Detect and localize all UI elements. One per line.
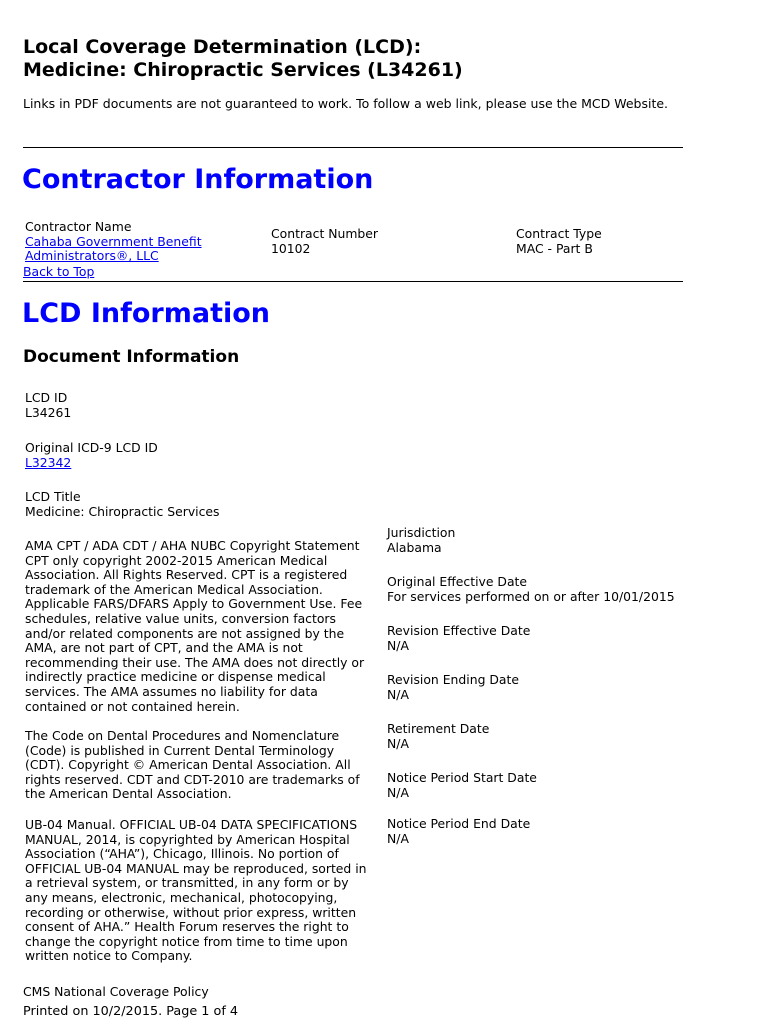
revision-ending-date-value: N/A (387, 686, 409, 702)
ub04-copyright-statement (25, 818, 367, 964)
original-effective-date-value: For services performed on or after 10/01/2015 (387, 588, 675, 604)
statement-line: Association (“AHA”), Chicago, Illinois. No portion of (25, 846, 339, 862)
document-information-heading: Document Information (23, 347, 240, 367)
pdf-links-note: Links in PDF documents are not guaranteed to work. To follow a web link, please use the MCD Website. (23, 96, 669, 111)
lcd-id-label: LCD ID (25, 390, 68, 405)
statement-line: CPT only copyright 2002-2015 American Medical (25, 552, 328, 568)
statement-line: the American Dental Association. (25, 786, 232, 802)
statement-line: (Code) is published in Current Dental Terminology (25, 742, 335, 758)
contract-type-label: Contract Type (516, 226, 602, 241)
lcd-information-heading: LCD Information (22, 298, 270, 329)
statement-line: schedules, relative value units, conversion factors (25, 610, 336, 626)
statement-line: AMA CPT / ADA CDT / AHA NUBC Copyright Statement (25, 538, 360, 553)
contractor-name-label: Contractor Name (25, 219, 132, 234)
statement-line: Applicable FARS/DFARS Apply to Government Use. Fee (25, 596, 363, 612)
lcd-title-label: LCD Title (25, 489, 81, 504)
statement-line: services. The AMA assumes no liability for data (25, 683, 318, 699)
contractor-information-heading: Contractor Information (22, 164, 374, 195)
statement-line: UB-04 Manual. OFFICIAL UB-04 DATA SPECIFICATIONS (25, 817, 358, 832)
contractor-name-link[interactable] (25, 235, 202, 264)
revision-effective-date-label: Revision Effective Date (387, 623, 531, 638)
notice-period-end-date-label: Notice Period End Date (387, 816, 531, 831)
jurisdiction-label: Jurisdiction (387, 525, 456, 540)
statement-line: written notice to Company. (25, 948, 193, 964)
statement-line: change the copyright notice from time to time upon (25, 933, 348, 949)
statement-line: Association. All Rights Reserved. CPT is a registered (25, 567, 348, 583)
statement-line: recommending their use. The AMA does not directly or (25, 654, 365, 670)
statement-line: MANUAL, 2014, is copyrighted by American Hospital (25, 831, 350, 847)
ama-copyright-statement (25, 539, 364, 714)
original-effective-date-label: Original Effective Date (387, 574, 528, 589)
cms-national-coverage-policy: CMS National Coverage Policy (23, 984, 209, 999)
document-title-line2: Medicine: Chiropractic Services (L34261) (23, 59, 463, 81)
jurisdiction-value: Alabama (387, 539, 442, 555)
notice-period-end-date-value: N/A (387, 830, 409, 846)
retirement-date-value: N/A (387, 735, 409, 751)
statement-line: rights reserved. CDT and CDT-2010 are trademarks of (25, 771, 360, 787)
contractor-name-line2: Administrators®, LLC (25, 248, 159, 264)
statement-line: The Code on Dental Procedures and Nomenclature (25, 728, 340, 743)
statement-line: consent of AHA.” Health Forum reserves the right to (25, 919, 349, 935)
icd9-lcd-id-link[interactable]: L32342 (25, 454, 72, 470)
notice-period-start-date-value: N/A (387, 784, 409, 800)
icd9-lcd-id-label: Original ICD-9 LCD ID (25, 440, 158, 455)
statement-line: and/or related components are not assigned by the (25, 625, 345, 641)
statement-line: contained or not contained herein. (25, 698, 240, 714)
revision-effective-date-value: N/A (387, 637, 409, 653)
document-title (23, 36, 463, 82)
statement-line: recording or otherwise, without prior express, written (25, 904, 357, 920)
statement-line: trademark of the American Medical Association. (25, 581, 323, 597)
statement-line: OFFICIAL UB-04 MANUAL may be reproduced, sorted in (25, 860, 367, 876)
notice-period-start-date-label: Notice Period Start Date (387, 770, 537, 785)
back-to-top-link[interactable]: Back to Top (23, 264, 95, 279)
contract-number-label: Contract Number (271, 226, 379, 241)
statement-line: a retrieval system, or transmitted, in any form or by (25, 875, 349, 891)
contract-type-value: MAC - Part B (516, 240, 593, 256)
statement-line: indirectly practice medicine or dispense medical (25, 669, 326, 685)
printed-page-footer: Printed on 10/2/2015. Page 1 of 4 (23, 1004, 239, 1019)
revision-ending-date-label: Revision Ending Date (387, 672, 519, 687)
contractor-name-line1: Cahaba Government Benefit (25, 233, 202, 249)
statement-line: any means, electronic, mechanical, photocopying, (25, 889, 338, 905)
divider (23, 147, 683, 148)
statement-line: AMA, are not part of CPT, and the AMA is not (25, 640, 303, 656)
cdt-copyright-statement (25, 729, 360, 802)
divider (23, 281, 683, 282)
contract-number-value: 10102 (271, 240, 311, 256)
lcd-id-value: L34261 (25, 404, 72, 420)
lcd-title-value: Medicine: Chiropractic Services (25, 503, 220, 519)
document-title-line1: Local Coverage Determination (LCD): (23, 36, 422, 58)
retirement-date-label: Retirement Date (387, 721, 490, 736)
statement-line: (CDT). Copyright © American Dental Association. All (25, 757, 351, 773)
